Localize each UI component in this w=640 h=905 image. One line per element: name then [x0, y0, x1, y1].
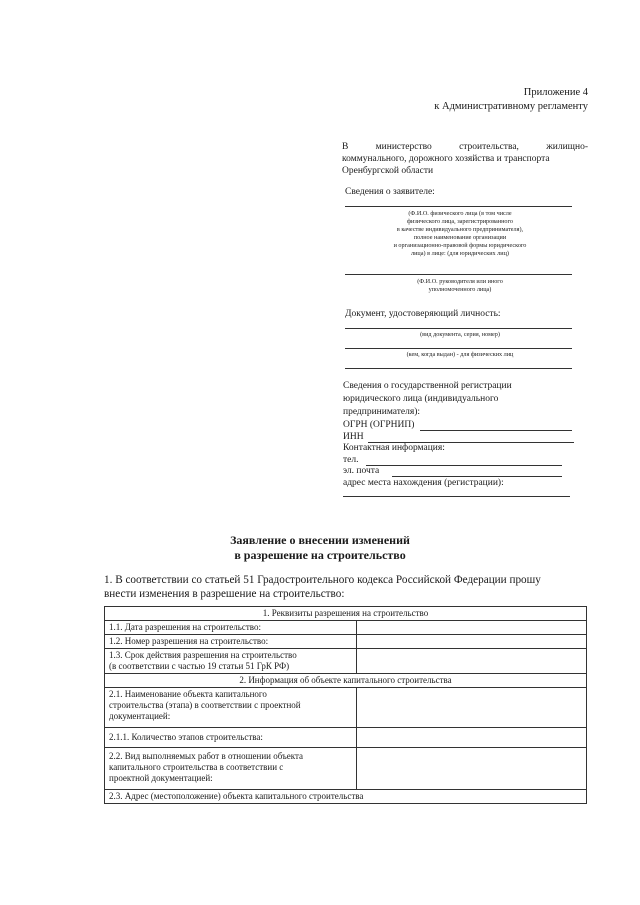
document-line[interactable]	[345, 328, 572, 329]
head-line[interactable]	[345, 274, 572, 275]
address-label: адрес места нахождения (регистрации):	[343, 478, 504, 488]
row-2-2-label-line: 2.2. Вид выполняемых работ в отношении объекта	[109, 751, 304, 761]
table-section-row	[105, 674, 587, 688]
applicant-heading: Сведения о заявителе:	[345, 187, 435, 197]
issued-hint: (кем, когда выдан) - для физических лиц	[406, 351, 514, 358]
fio-line[interactable]	[345, 206, 572, 207]
issued-line[interactable]	[345, 348, 572, 349]
row-2-1-label-line: документацией:	[109, 711, 171, 721]
row-2-2-value[interactable]	[357, 748, 587, 790]
ogrn-field[interactable]	[420, 430, 572, 431]
row-2-2-label-line: проектной документацией:	[109, 773, 213, 783]
phone-field[interactable]	[366, 465, 562, 466]
table-row	[105, 728, 587, 748]
row-1-1-label: 1.1. Дата разрешения на строительство:	[105, 621, 357, 635]
inn-label: ИНН	[343, 432, 364, 442]
addressee-block	[342, 141, 588, 177]
appendix-line-1: Приложение 4	[523, 87, 588, 98]
registration-block	[343, 380, 512, 419]
addressee-line-1: В министерство строительства, жилищно-	[342, 142, 588, 152]
table-row	[105, 649, 587, 674]
contact-label: Контактная информация:	[343, 443, 445, 453]
row-2-2-label-line: капитального строительства в соответствии с	[109, 762, 284, 772]
table-row	[105, 635, 587, 649]
appendix-line-2: к Административному регламенту	[434, 101, 588, 112]
row-2-1-1-label: 2.1.1. Количество этапов строительства:	[105, 728, 357, 748]
extra-line[interactable]	[345, 368, 572, 369]
fio-hint-line: полное наименование организации	[413, 234, 507, 241]
row-2-1-label	[105, 688, 357, 728]
registration-line-1: Сведения о государственной регистрации	[343, 381, 512, 391]
registration-line-2: юридического лица (индивидуального	[343, 394, 499, 404]
table-section-row	[105, 790, 587, 804]
row-1-2-value[interactable]	[357, 635, 587, 649]
row-1-2-label: 1.2. Номер разрешения на строительство:	[105, 635, 357, 649]
head-hint-line: уполномоченного лица)	[428, 286, 492, 293]
row-2-3-label: 2.3. Адрес (местоположение) объекта капитального строительства	[105, 790, 587, 804]
table-section-row	[105, 607, 587, 621]
table-row	[105, 748, 587, 790]
fio-hint	[350, 210, 570, 258]
fio-hint-line: в качестве индивидуального предпринимателя),	[396, 226, 524, 233]
head-hint-line: (Ф.И.О. руководителя или иного	[417, 278, 503, 285]
row-1-3-label	[105, 649, 357, 674]
document-hint: (вид документа, серия, номер)	[420, 331, 500, 338]
head-hint	[350, 278, 570, 294]
row-1-3-label-line: 1.3. Срок действия разрешения на строительство	[109, 650, 297, 660]
row-1-1-value[interactable]	[357, 621, 587, 635]
address-field[interactable]	[343, 496, 570, 497]
fio-hint-line: лица) в лице: (для юридических лиц)	[411, 250, 509, 257]
fio-hint-line: (Ф.И.О. физического лица (в том числе	[408, 210, 512, 217]
row-1-3-label-line: (в соответствии с частью 19 статьи 51 ГрК РФ)	[109, 661, 290, 671]
row-2-1-1-value[interactable]	[357, 728, 587, 748]
statement-title-line-2: в разрешение на строительство	[234, 548, 406, 562]
intro-line-1: 1. В соответствии со статьей 51 Градостроительного кодекса Российской Федерации прошу	[104, 574, 541, 586]
ogrn-label: ОГРН (ОГРНИП)	[343, 420, 415, 430]
row-2-2-label	[105, 748, 357, 790]
intro-line-2: внести изменения в разрешение на строительство:	[104, 588, 345, 600]
statement-title-line-1: Заявление о внесении изменений	[230, 533, 410, 547]
fio-hint-line: физического лица, зарегистрированного	[407, 218, 513, 225]
section-2-header: 2. Информация об объекте капитального строительства	[105, 674, 587, 688]
registration-line-3: предпринимателя):	[343, 407, 421, 417]
table-row	[105, 621, 587, 635]
appendix-header	[434, 86, 588, 114]
phone-label: тел.	[343, 455, 359, 465]
row-2-1-label-line: строительства (этапа) в соответствии с проектной	[109, 700, 301, 710]
row-2-1-value[interactable]	[357, 688, 587, 728]
statement-title	[0, 533, 640, 563]
row-2-1-label-line: 2.1. Наименование объекта капитального	[109, 689, 267, 699]
fio-hint-line: и организационно-правовой формы юридического	[393, 242, 527, 249]
section-1-header: 1. Реквизиты разрешения на строительство	[105, 607, 587, 621]
email-label: эл. почта	[343, 466, 380, 476]
document-label: Документ, удостоверяющий личность:	[345, 309, 501, 319]
row-1-3-value[interactable]	[357, 649, 587, 674]
addressee-line-2: коммунального, дорожного хозяйства и транспорта	[342, 154, 550, 164]
requisites-table	[104, 606, 587, 804]
table-row	[105, 688, 587, 728]
statement-intro	[104, 573, 590, 601]
addressee-line-3: Оренбургской области	[342, 166, 434, 176]
